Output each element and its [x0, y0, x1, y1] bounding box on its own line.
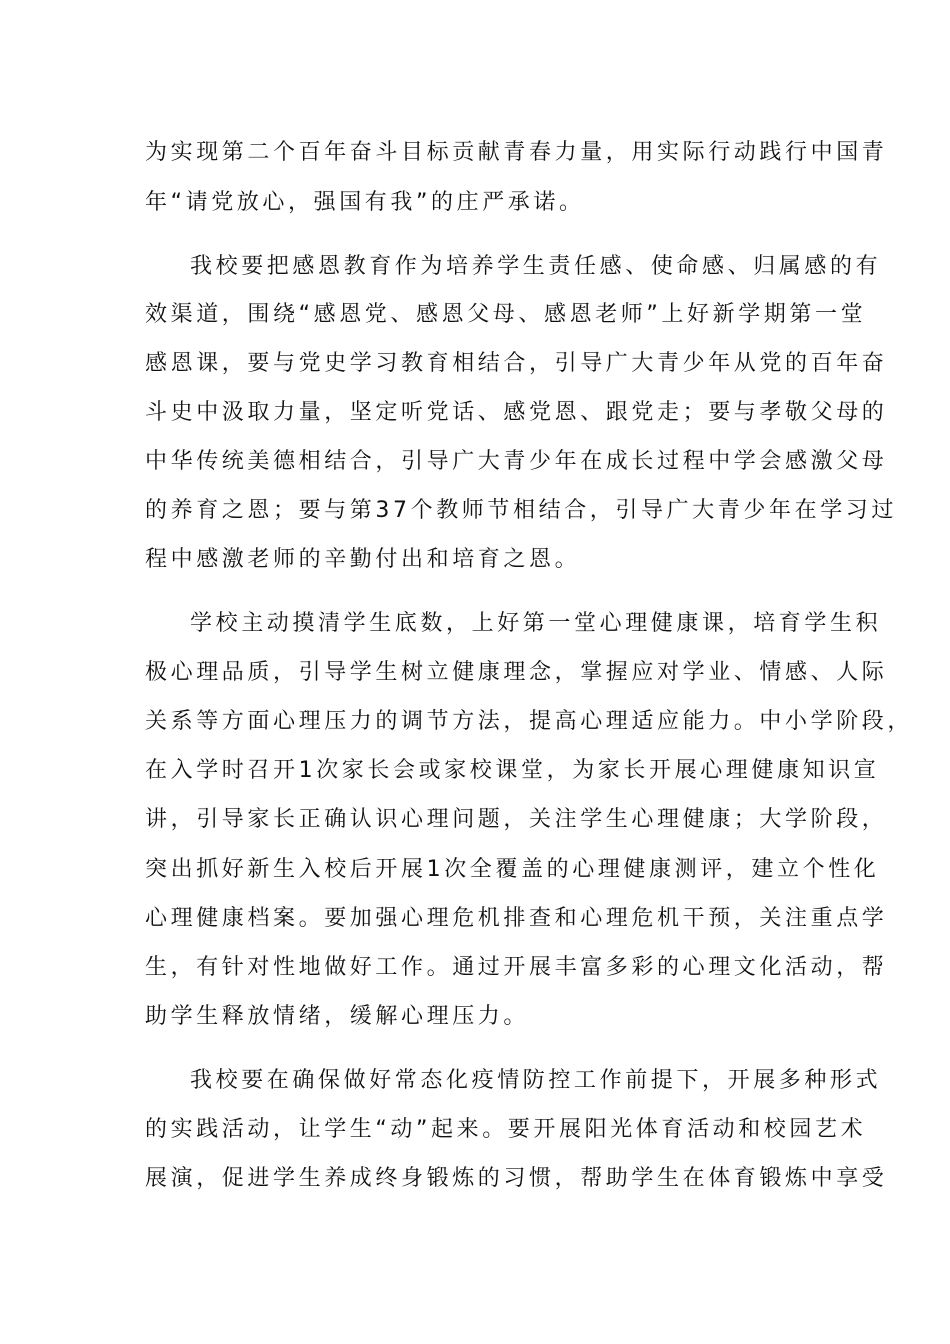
- paragraph-3-line-4: 在入学时召开1次家长会或家校课堂，为家长开展心理健康知识宣: [145, 758, 880, 783]
- paragraph-2-line-2: 效渠道，围绕“感恩党、感恩父母、感恩老师”上好新学期第一堂: [145, 302, 867, 327]
- paragraph-2-line-1: 我校要把感恩教育作为培养学生责任感、使命感、归属感的有: [190, 254, 882, 279]
- paragraph-4-line-1: 我校要在确保做好常态化疫情防控工作前提下，开展多种形式: [190, 1068, 882, 1093]
- paragraph-2-line-6: 的养育之恩；要与第37个教师节相结合，引导广大青少年在学习过: [145, 498, 897, 523]
- paragraph-2-line-3: 感恩课，要与党史学习教育相结合，引导广大青少年从党的百年奋: [145, 351, 888, 376]
- paragraph-2-line-5: 中华传统美德相结合，引导广大青少年在成长过程中学会感激父母: [145, 449, 888, 474]
- paragraph-3-line-3: 关系等方面心理压力的调节方法，提高心理适应能力。中小学阶段，: [145, 709, 914, 734]
- paragraph-3-line-9: 助学生释放情绪，缓解心理压力。: [145, 1004, 530, 1029]
- paragraph-3-line-7: 心理健康档案。要加强心理危机排查和心理危机干预，关注重点学: [145, 906, 888, 931]
- paragraph-1-line-2: 年“请党放心，强国有我”的庄严承诺。: [145, 190, 585, 215]
- paragraph-3-line-1: 学校主动摸清学生底数，上好第一堂心理健康课，培育学生积: [190, 611, 882, 636]
- paragraph-2-line-7: 程中感激老师的辛勤付出和培育之恩。: [145, 547, 581, 572]
- paragraph-4-line-3: 展演，促进学生养成终身锻炼的习惯，帮助学生在体育锻炼中享受: [145, 1166, 888, 1191]
- paragraph-3-line-5: 讲，引导家长正确认识心理问题，关注学生心理健康；大学阶段，: [145, 807, 888, 832]
- paragraph-2-line-4: 斗史中汲取力量，坚定听党话、感党恩、跟党走；要与孝敬父母的: [145, 400, 888, 425]
- paragraph-4-line-2: 的实践活动，让学生“动”起来。要开展阳光体育活动和校园艺术: [145, 1117, 867, 1142]
- paragraph-1-line-1: 为实现第二个百年奋斗目标贡献青春力量，用实际行动践行中国青: [145, 140, 888, 165]
- paragraph-3-line-8: 生，有针对性地做好工作。通过开展丰富多彩的心理文化活动，帮: [145, 955, 888, 980]
- paragraph-3-line-6: 突出抓好新生入校后开展1次全覆盖的心理健康测评，建立个性化: [145, 857, 880, 882]
- paragraph-3-line-2: 极心理品质，引导学生树立健康理念，掌握应对学业、情感、人际: [145, 660, 888, 685]
